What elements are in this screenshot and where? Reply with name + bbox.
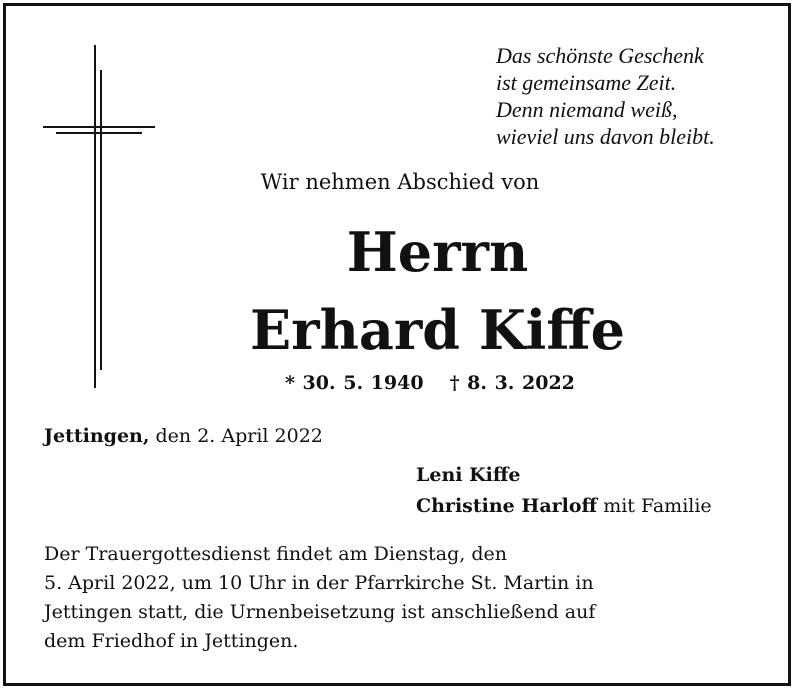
notice-line: dem Friedhof in Jettingen. xyxy=(44,630,299,652)
place: Jettingen, xyxy=(44,425,150,447)
death-date: † 8. 3. 2022 xyxy=(449,372,575,394)
place-date xyxy=(44,425,323,447)
quote-line: Denn niemand weiß, xyxy=(496,97,678,122)
notice-line: 5. April 2022, um 10 Uhr in der Pfarrkirche St. Martin in xyxy=(44,572,594,594)
service-notice xyxy=(44,540,595,656)
signatory-2-suffix: mit Familie xyxy=(603,495,712,517)
salutation: Herrn xyxy=(346,220,529,284)
life-dates xyxy=(285,372,575,394)
date: den 2. April 2022 xyxy=(155,425,323,447)
quote-block xyxy=(496,42,715,150)
signatory-1: Leni Kiffe xyxy=(416,464,521,486)
quote-line: ist gemeinsame Zeit. xyxy=(496,70,677,95)
deceased-name: Erhard Kiffe xyxy=(250,298,625,362)
signatory-2-name: Christine Harloff xyxy=(416,495,598,517)
notice-line: Jettingen statt, die Urnenbeisetzung ist anschließend auf xyxy=(44,601,596,623)
quote-line: wieviel uns davon bleibt. xyxy=(496,124,715,149)
cross-horizontal-line-inner xyxy=(56,132,142,134)
notice-line: Der Trauergottesdienst findet am Dienstag, den xyxy=(44,543,508,565)
intro-text: Wir nehmen Abschied von xyxy=(260,170,540,194)
signatory-2 xyxy=(416,495,712,517)
birth-date: * 30. 5. 1940 xyxy=(285,372,424,394)
cross-horizontal-line xyxy=(43,126,155,128)
quote-line: Das schönste Geschenk xyxy=(496,43,704,68)
